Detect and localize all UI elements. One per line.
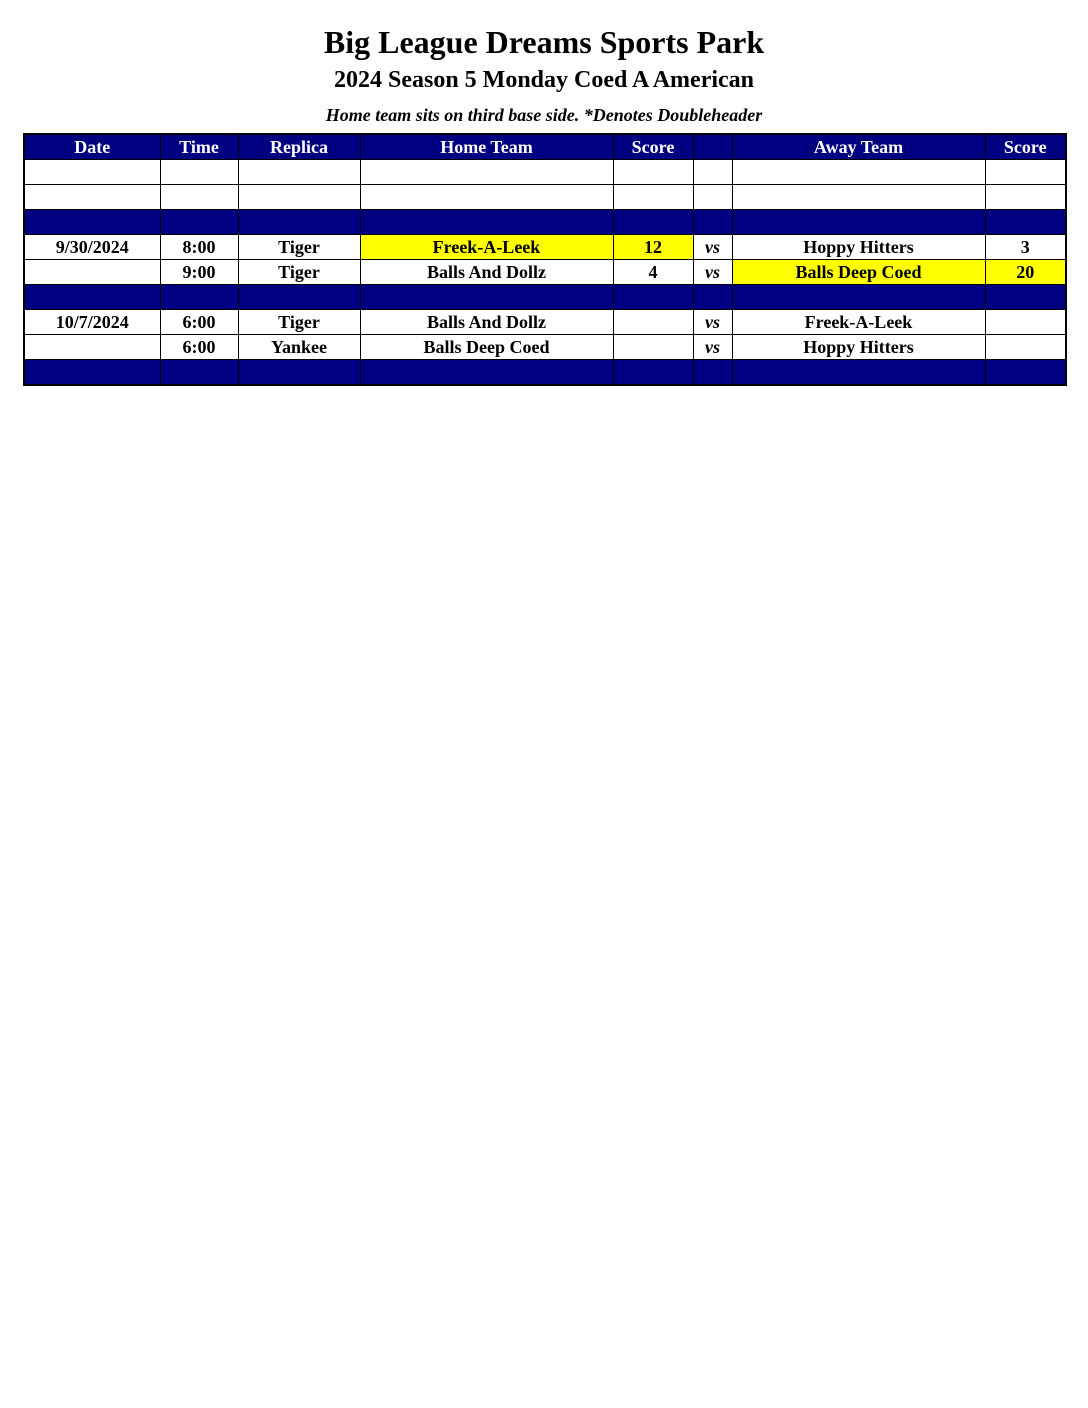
vs-cell: vs xyxy=(693,260,732,285)
date-cell xyxy=(24,360,160,386)
blank-row xyxy=(24,160,1066,185)
separator-row xyxy=(24,285,1066,310)
blank-row xyxy=(24,185,1066,210)
home-score-cell xyxy=(613,185,693,210)
game-row xyxy=(24,260,1066,285)
col-header-date: Date xyxy=(24,134,160,160)
date-cell: 9/30/2024 xyxy=(24,235,160,260)
vs-cell xyxy=(693,210,732,235)
home-team-cell xyxy=(360,285,613,310)
page-subtitle: 2024 Season 5 Monday Coed A American xyxy=(333,67,755,93)
away-team-cell: Freek-A-Leek xyxy=(732,310,985,335)
time-cell: 8:00 xyxy=(160,235,238,260)
home-team-cell: Balls And Dollz xyxy=(360,260,613,285)
home-score-cell xyxy=(613,210,693,235)
vs-cell xyxy=(693,285,732,310)
schedule-note: Home team sits on third base side. *Denotes Doubleheader xyxy=(325,105,763,125)
col-header-home-team: Home Team xyxy=(360,134,613,160)
time-cell xyxy=(160,185,238,210)
home-score-cell: 12 xyxy=(613,235,693,260)
col-header-replica: Replica xyxy=(238,134,360,160)
home-score-cell xyxy=(613,360,693,386)
home-team-cell xyxy=(360,210,613,235)
time-cell xyxy=(160,360,238,386)
date-cell xyxy=(24,210,160,235)
col-header-home-score: Score xyxy=(613,134,693,160)
replica-cell xyxy=(238,360,360,386)
time-cell: 9:00 xyxy=(160,260,238,285)
away-score-cell: 20 xyxy=(985,260,1066,285)
away-team-cell xyxy=(732,285,985,310)
away-score-cell xyxy=(985,310,1066,335)
replica-cell: Yankee xyxy=(238,335,360,360)
away-team-cell xyxy=(732,185,985,210)
replica-cell: Tiger xyxy=(238,310,360,335)
replica-cell xyxy=(238,285,360,310)
away-team-cell xyxy=(732,360,985,386)
replica-cell xyxy=(238,210,360,235)
home-score-cell: 4 xyxy=(613,260,693,285)
away-score-cell xyxy=(985,185,1066,210)
date-cell xyxy=(24,185,160,210)
home-team-cell: Balls Deep Coed xyxy=(360,335,613,360)
home-score-cell xyxy=(613,335,693,360)
game-row xyxy=(24,310,1066,335)
home-team-cell: Balls And Dollz xyxy=(360,310,613,335)
away-team-cell: Hoppy Hitters xyxy=(732,335,985,360)
col-header-away-team: Away Team xyxy=(732,134,985,160)
separator-row xyxy=(24,210,1066,235)
time-cell xyxy=(160,285,238,310)
col-header-vs xyxy=(693,134,732,160)
time-cell: 6:00 xyxy=(160,335,238,360)
home-team-cell xyxy=(360,160,613,185)
date-cell xyxy=(24,335,160,360)
vs-cell: vs xyxy=(693,235,732,260)
away-score-cell xyxy=(985,160,1066,185)
date-cell xyxy=(24,285,160,310)
game-row xyxy=(24,235,1066,260)
page-title: Big League Dreams Sports Park xyxy=(323,24,765,60)
home-team-cell xyxy=(360,360,613,386)
time-cell: 6:00 xyxy=(160,310,238,335)
away-score-cell xyxy=(985,335,1066,360)
vs-cell xyxy=(693,160,732,185)
home-score-cell xyxy=(613,160,693,185)
away-score-cell xyxy=(985,360,1066,386)
vs-cell xyxy=(693,185,732,210)
vs-cell: vs xyxy=(693,335,732,360)
separator-row xyxy=(24,360,1066,386)
schedule-table xyxy=(23,133,1067,386)
time-cell xyxy=(160,160,238,185)
away-team-cell xyxy=(732,210,985,235)
away-team-cell: Balls Deep Coed xyxy=(732,260,985,285)
schedule-body xyxy=(24,160,1066,386)
vs-cell: vs xyxy=(693,310,732,335)
replica-cell xyxy=(238,160,360,185)
home-score-cell xyxy=(613,310,693,335)
col-header-time: Time xyxy=(160,134,238,160)
date-cell xyxy=(24,260,160,285)
date-cell: 10/7/2024 xyxy=(24,310,160,335)
game-row xyxy=(24,335,1066,360)
replica-cell xyxy=(238,185,360,210)
date-cell xyxy=(24,160,160,185)
home-score-cell xyxy=(613,285,693,310)
vs-cell xyxy=(693,360,732,386)
away-score-cell xyxy=(985,285,1066,310)
replica-cell: Tiger xyxy=(238,260,360,285)
away-team-cell xyxy=(732,160,985,185)
away-score-cell xyxy=(985,210,1066,235)
away-score-cell: 3 xyxy=(985,235,1066,260)
home-team-cell xyxy=(360,185,613,210)
away-team-cell: Hoppy Hitters xyxy=(732,235,985,260)
col-header-away-score: Score xyxy=(985,134,1066,160)
replica-cell: Tiger xyxy=(238,235,360,260)
header-row xyxy=(24,134,1066,160)
home-team-cell: Freek-A-Leek xyxy=(360,235,613,260)
time-cell xyxy=(160,210,238,235)
